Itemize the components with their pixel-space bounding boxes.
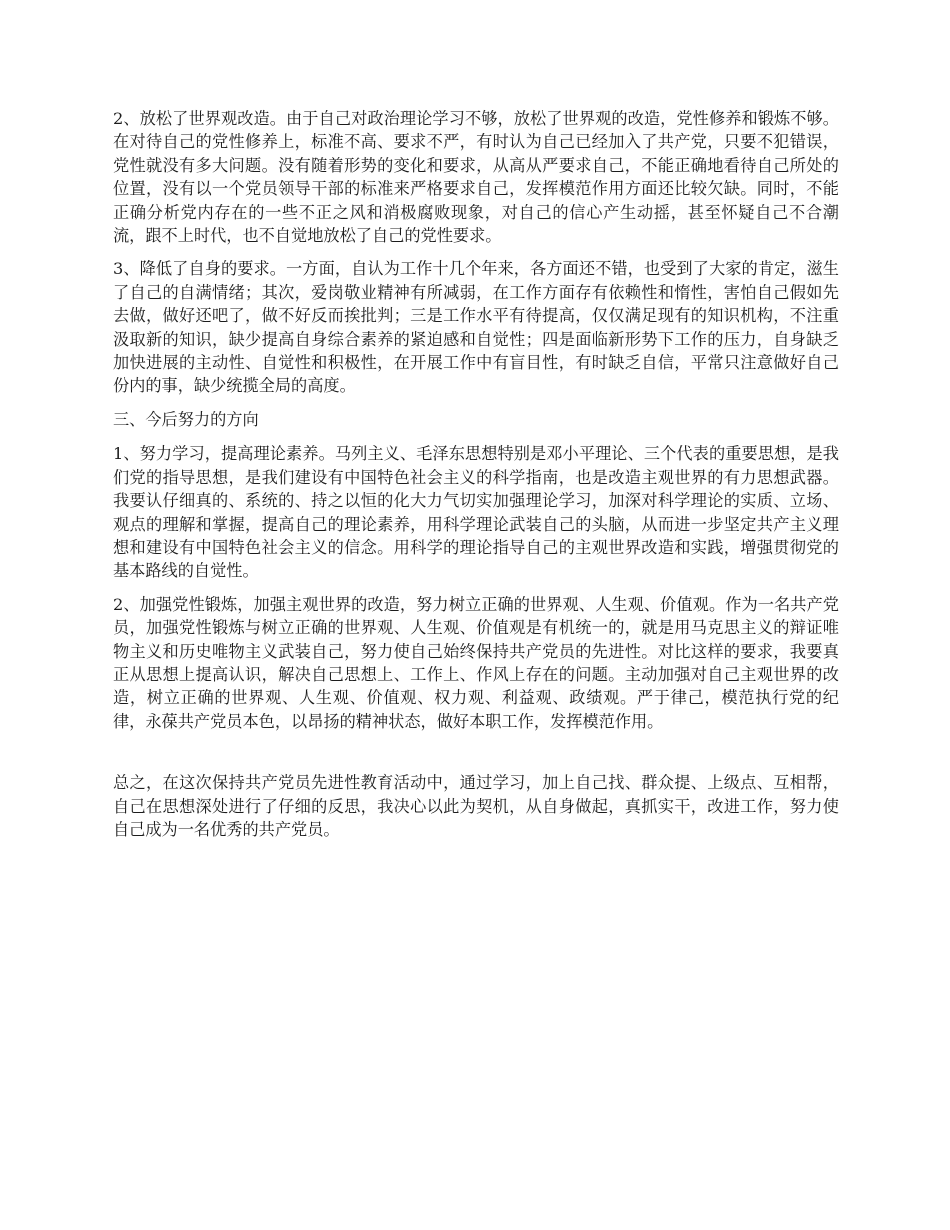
paragraph-worldview: 2、放松了世界观改造。由于自己对政治理论学习不够，放松了世界观的改造，党性修养和锻炼不够。在对待自己的党性修养上，标准不高、要求不严，有时认为自己已经加入了共产党，只要不犯错误，党性就没有多大问题。没有随着形势的变化和要求，从高从严要求自己，不能正确地看待自己所处的位置，没有以一个党员领导干部的标准来严格要求自己，发挥模范作用方面还比较欠缺。同时，不能正确分析党内存在的一些不正之风和消极腐败现象，对自己的信心产生动摇，甚至怀疑自己不合潮流，跟不上时代，也不自觉地放松了自己的党性要求。: [113, 109, 839, 246]
paragraph-study-theory: 1、努力学习，提高理论素养。马列主义、毛泽东思想特别是邓小平理论、三个代表的重要思想，是我们党的指导思想，是我们建设有中国特色社会主义的科学指南，也是改造主观世界的有力思想武器。我要认仔细真的、系统的、持之以恒的化大力气切实加强理论学习，加深对科学理论的实质、立场、观点的理解和掌握，提高自己的理论素养，用科学理论武装自己的头脑，从而进一步坚定共产主义理想和建设有中国特色社会主义的信念。用科学的理论指导自己的主观世界改造和实践，增强贯彻党的基本路线的自觉性。: [113, 444, 839, 581]
paragraph-self-requirements: 3、降低了自身的要求。一方面，自认为工作十几个年来，各方面还不错，也受到了大家的肯定，滋生了自己的自满情绪；其次，爱岗敬业精神有所减弱，在工作方面存有依赖性和惰性，害怕自己假如先去做，做好还吧了，做不好反而挨批判；三是工作水平有待提高，仅仅满足现有的知识机构，不注重汲取新的知识，缺少提高自身综合素养的紧迫感和自觉性；四是面临新形势下工作的压力，自身缺乏加快进展的主动性、自觉性和积极性，在开展工作中有盲目性，有时缺乏自信，平常只注意做好自己份内的事，缺少统揽全局的高度。: [113, 259, 839, 396]
section-heading: 三、今后努力的方向: [113, 409, 259, 429]
paragraph-conclusion: 总之，在这次保持共产党员先进性教育活动中，通过学习，加上自己找、群众提、上级点、互相帮，自己在思想深处进行了仔细的反思，我决心以此为契机，从自身做起，真抓实干，改进工作，努力使自己成为一名优秀的共产党员。: [113, 773, 839, 839]
paragraph-party-spirit: 2、加强党性锻炼，加强主观世界的改造，努力树立正确的世界观、人生观、价值观。作为一名共产党员，加强党性锻炼与树立正确的世界观、人生观、价值观是有机统一的，就是用马克思主义的辩证唯物主义和历史唯物主义武装自己，努力使自己始终保持共产党员的先进性。对比这样的要求，我要真正从思想上提高认识，解决自己思想上、工作上、作风上存在的问题。主动加强对自己主观世界的改造，树立正确的世界观、人生观、价值观、权力观、利益观、政绩观。严于律己，模范执行党的纪律，永葆共产党员本色，以昂扬的精神状态，做好本职工作，发挥模范作用。: [113, 594, 839, 731]
